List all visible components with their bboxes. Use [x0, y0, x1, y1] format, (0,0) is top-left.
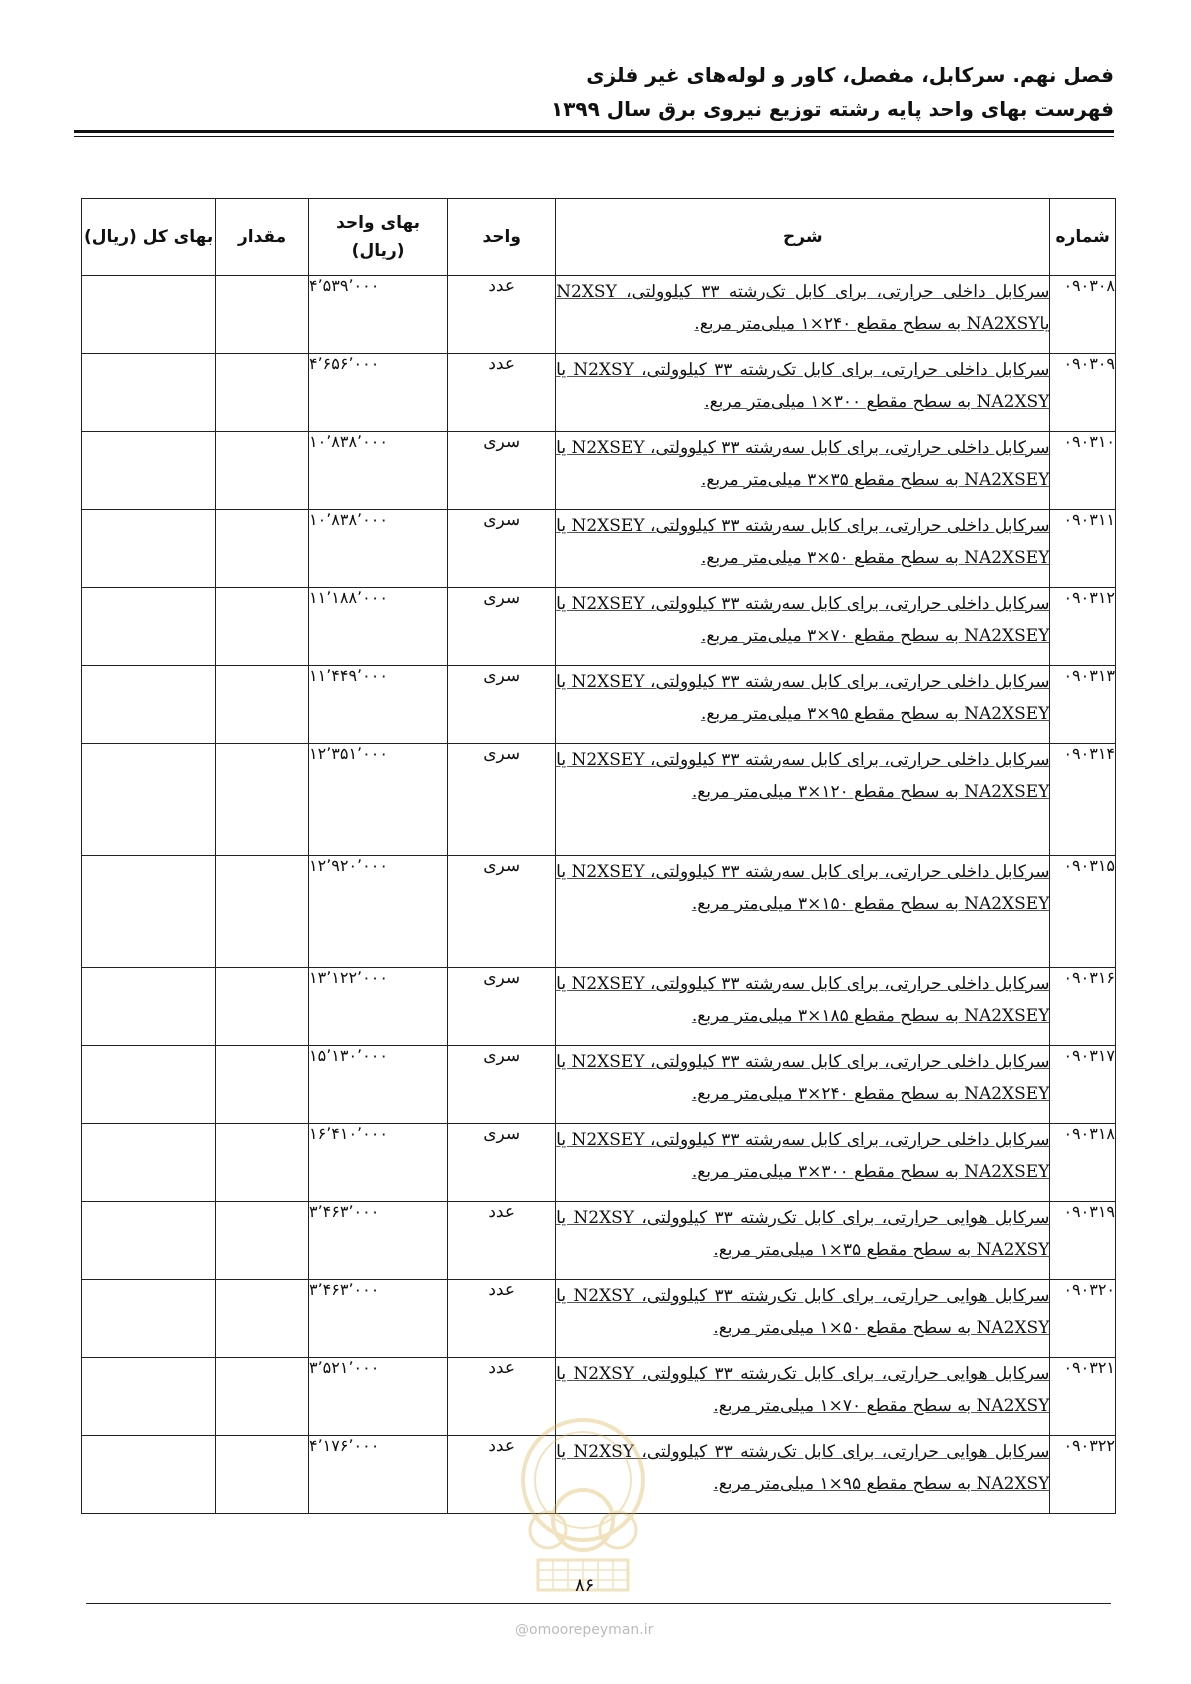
item-description: سرکابل داخلی حرارتی، برای کابل سه‌رشته ۳۳ کیلوولتی، N2XSEY یا NA2XSEY به سطح مقطع ۵۰×۳ میلی‌متر مربع.: [556, 510, 1050, 588]
item-unit-price: ۱۵٬۱۳۰٬۰۰۰: [309, 1046, 448, 1124]
item-description: سرکابل داخلی حرارتی، برای کابل سه‌رشته ۳۳ کیلوولتی، N2XSEY یا NA2XSEY به سطح مقطع ۱۵۰×۳ میلی‌متر مربع.: [556, 856, 1050, 968]
item-description: سرکابل داخلی حرارتی، برای کابل سه‌رشته ۳۳ کیلوولتی، N2XSEY یا NA2XSEY به سطح مقطع ۷۰×۳ میلی‌متر مربع.: [556, 588, 1050, 666]
item-number: ۰۹۰۳۲۱: [1050, 1358, 1116, 1436]
table-row: [82, 276, 1116, 354]
item-quantity: [216, 432, 309, 510]
item-number: ۰۹۰۳۲۰: [1050, 1280, 1116, 1358]
item-number: ۰۹۰۳۱۱: [1050, 510, 1116, 588]
item-total: [82, 666, 216, 744]
item-quantity: [216, 856, 309, 968]
item-number: ۰۹۰۳۱۰: [1050, 432, 1116, 510]
item-unit-price: ۱۰٬۸۳۸٬۰۰۰: [309, 432, 448, 510]
header-unit-price-line2: (ریال): [351, 241, 405, 261]
table-row: [82, 1046, 1116, 1124]
header-unit-price-line1: بهای واحد: [336, 213, 421, 233]
chapter-title: فصل نهم. سرکابل، مفصل، کاور و لوله‌های غیر فلزی: [586, 63, 1114, 87]
table-row: [82, 588, 1116, 666]
table-row: [82, 1280, 1116, 1358]
item-unit: سری: [448, 1124, 556, 1202]
header-description: شرح: [556, 199, 1050, 276]
item-description: سرکابل داخلی حرارتی، برای کابل سه‌رشته ۳۳ کیلوولتی، N2XSEY یا NA2XSEY به سطح مقطع ۲۴۰×۳ میلی‌متر مربع.: [556, 1046, 1050, 1124]
item-total: [82, 354, 216, 432]
item-total: [82, 1358, 216, 1436]
item-total: [82, 1046, 216, 1124]
item-number: ۰۹۰۳۱۳: [1050, 666, 1116, 744]
item-description: سرکابل داخلی حرارتی، برای کابل سه‌رشته ۳۳ کیلوولتی، N2XSEY یا NA2XSEY به سطح مقطع ۱۸۵×۳ میلی‌متر مربع.: [556, 968, 1050, 1046]
item-description: سرکابل داخلی حرارتی، برای کابل سه‌رشته ۳۳ کیلوولتی، N2XSEY یا NA2XSEY به سطح مقطع ۱۲۰×۳ میلی‌متر مربع.: [556, 744, 1050, 856]
item-total: [82, 744, 216, 856]
table-row: [82, 744, 1116, 856]
item-number: ۰۹۰۳۲۲: [1050, 1436, 1116, 1514]
item-quantity: [216, 510, 309, 588]
item-quantity: [216, 744, 309, 856]
item-unit: سری: [448, 744, 556, 856]
price-table: [81, 198, 1116, 1514]
item-quantity: [216, 1436, 309, 1514]
item-unit: سری: [448, 510, 556, 588]
item-description: سرکابل هوایی حرارتی، برای کابل تک‌رشته ۳۳ کیلوولتی، N2XSY یا NA2XSY به سطح مقطع ۳۵×۱ میلی‌متر مربع.: [556, 1202, 1050, 1280]
item-description: سرکابل هوایی حرارتی، برای کابل تک‌رشته ۳۳ کیلوولتی، N2XSY یا NA2XSY به سطح مقطع ۹۵×۱ میلی‌متر مربع.: [556, 1436, 1050, 1514]
item-unit: عدد: [448, 1280, 556, 1358]
item-unit: سری: [448, 1046, 556, 1124]
header-number: شماره: [1050, 199, 1116, 276]
header-unit-price: [309, 199, 448, 276]
item-quantity: [216, 666, 309, 744]
item-total: [82, 432, 216, 510]
item-number: ۰۹۰۳۱۲: [1050, 588, 1116, 666]
item-unit-price: ۱۲٬۹۲۰٬۰۰۰: [309, 856, 448, 968]
item-description: سرکابل داخلی حرارتی، برای کابل سه‌رشته ۳۳ کیلوولتی، N2XSEY یا NA2XSEY به سطح مقطع ۳۵×۳ میلی‌متر مربع.: [556, 432, 1050, 510]
item-total: [82, 1436, 216, 1514]
item-unit: عدد: [448, 354, 556, 432]
table-row: [82, 510, 1116, 588]
watermark-seal: [508, 1410, 658, 1600]
item-description: سرکابل هوایی حرارتی، برای کابل تک‌رشته ۳۳ کیلوولتی، N2XSY یا NA2XSY به سطح مقطع ۷۰×۱ میلی‌متر مربع.: [556, 1358, 1050, 1436]
header-rule-thick: [74, 130, 1114, 133]
item-description: سرکابل داخلی حرارتی، برای کابل تک‌رشته ۳۳ کیلوولتی، N2XSY یاNA2XSY به سطح مقطع ۲۴۰×۱ میلی‌متر مربع.: [556, 276, 1050, 354]
table-row: [82, 856, 1116, 968]
item-number: ۰۹۰۳۰۸: [1050, 276, 1116, 354]
page-number: ۸۶: [575, 1575, 595, 1596]
item-unit-price: ۳٬۴۶۳٬۰۰۰: [309, 1280, 448, 1358]
table-row: [82, 1202, 1116, 1280]
item-unit-price: ۴٬۱۷۶٬۰۰۰: [309, 1436, 448, 1514]
item-unit: سری: [448, 856, 556, 968]
header-unit: واحد: [448, 199, 556, 276]
item-unit-price: ۳٬۴۶۳٬۰۰۰: [309, 1202, 448, 1280]
item-quantity: [216, 1358, 309, 1436]
item-unit: سری: [448, 432, 556, 510]
table-row: [82, 354, 1116, 432]
item-total: [82, 856, 216, 968]
item-unit: عدد: [448, 276, 556, 354]
item-total: [82, 968, 216, 1046]
table-row: [82, 432, 1116, 510]
item-unit-price: ۱۶٬۴۱۰٬۰۰۰: [309, 1124, 448, 1202]
item-unit: عدد: [448, 1436, 556, 1514]
item-quantity: [216, 1046, 309, 1124]
item-number: ۰۹۰۳۰۹: [1050, 354, 1116, 432]
footer-rule: [86, 1603, 1111, 1604]
header-quantity: مقدار: [216, 199, 309, 276]
item-unit: سری: [448, 968, 556, 1046]
item-unit: سری: [448, 666, 556, 744]
item-unit-price: ۳٬۵۲۱٬۰۰۰: [309, 1358, 448, 1436]
item-quantity: [216, 968, 309, 1046]
item-unit-price: ۴٬۵۳۹٬۰۰۰: [309, 276, 448, 354]
item-quantity: [216, 354, 309, 432]
item-quantity: [216, 1280, 309, 1358]
table-row: [82, 1124, 1116, 1202]
item-unit-price: ۱۳٬۱۲۲٬۰۰۰: [309, 968, 448, 1046]
table-row: [82, 666, 1116, 744]
page-header: [74, 58, 1114, 126]
document-title: فهرست بهای واحد پایه رشته توزیع نیروی برق سال ۱۳۹۹: [551, 97, 1114, 121]
item-unit-price: ۱۱٬۴۴۹٬۰۰۰: [309, 666, 448, 744]
item-quantity: [216, 588, 309, 666]
item-total: [82, 1124, 216, 1202]
item-number: ۰۹۰۳۱۶: [1050, 968, 1116, 1046]
item-total: [82, 510, 216, 588]
table-row: [82, 968, 1116, 1046]
item-number: ۰۹۰۳۱۹: [1050, 1202, 1116, 1280]
item-description: سرکابل داخلی حرارتی، برای کابل تک‌رشته ۳۳ کیلوولتی، N2XSY یا NA2XSY به سطح مقطع ۳۰۰×۱ میلی‌متر مربع.: [556, 354, 1050, 432]
item-total: [82, 588, 216, 666]
item-unit-price: ۱۰٬۸۳۸٬۰۰۰: [309, 510, 448, 588]
item-unit: عدد: [448, 1202, 556, 1280]
item-number: ۰۹۰۳۱۷: [1050, 1046, 1116, 1124]
item-quantity: [216, 276, 309, 354]
site-watermark: @omoorepeyman.ir: [515, 1622, 654, 1638]
item-number: ۰۹۰۳۱۸: [1050, 1124, 1116, 1202]
item-description: سرکابل هوایی حرارتی، برای کابل تک‌رشته ۳۳ کیلوولتی، N2XSY یا NA2XSY به سطح مقطع ۵۰×۱ میلی‌متر مربع.: [556, 1280, 1050, 1358]
header-total: بهای کل (ریال): [82, 199, 216, 276]
item-quantity: [216, 1202, 309, 1280]
item-total: [82, 1280, 216, 1358]
table-header-row: [82, 199, 1116, 276]
item-description: سرکابل داخلی حرارتی، برای کابل سه‌رشته ۳۳ کیلوولتی، N2XSEY یا NA2XSEY به سطح مقطع ۹۵×۳ میلی‌متر مربع.: [556, 666, 1050, 744]
item-quantity: [216, 1124, 309, 1202]
item-unit: عدد: [448, 1358, 556, 1436]
item-total: [82, 276, 216, 354]
item-total: [82, 1202, 216, 1280]
item-number: ۰۹۰۳۱۴: [1050, 744, 1116, 856]
item-unit-price: ۱۱٬۱۸۸٬۰۰۰: [309, 588, 448, 666]
item-number: ۰۹۰۳۱۵: [1050, 856, 1116, 968]
header-rule-thin: [74, 136, 1114, 137]
item-unit-price: ۴٬۶۵۶٬۰۰۰: [309, 354, 448, 432]
item-description: سرکابل داخلی حرارتی، برای کابل سه‌رشته ۳۳ کیلوولتی، N2XSEY یا NA2XSEY به سطح مقطع ۳۰۰×۳ میلی‌متر مربع.: [556, 1124, 1050, 1202]
item-unit: سری: [448, 588, 556, 666]
item-unit-price: ۱۲٬۳۵۱٬۰۰۰: [309, 744, 448, 856]
